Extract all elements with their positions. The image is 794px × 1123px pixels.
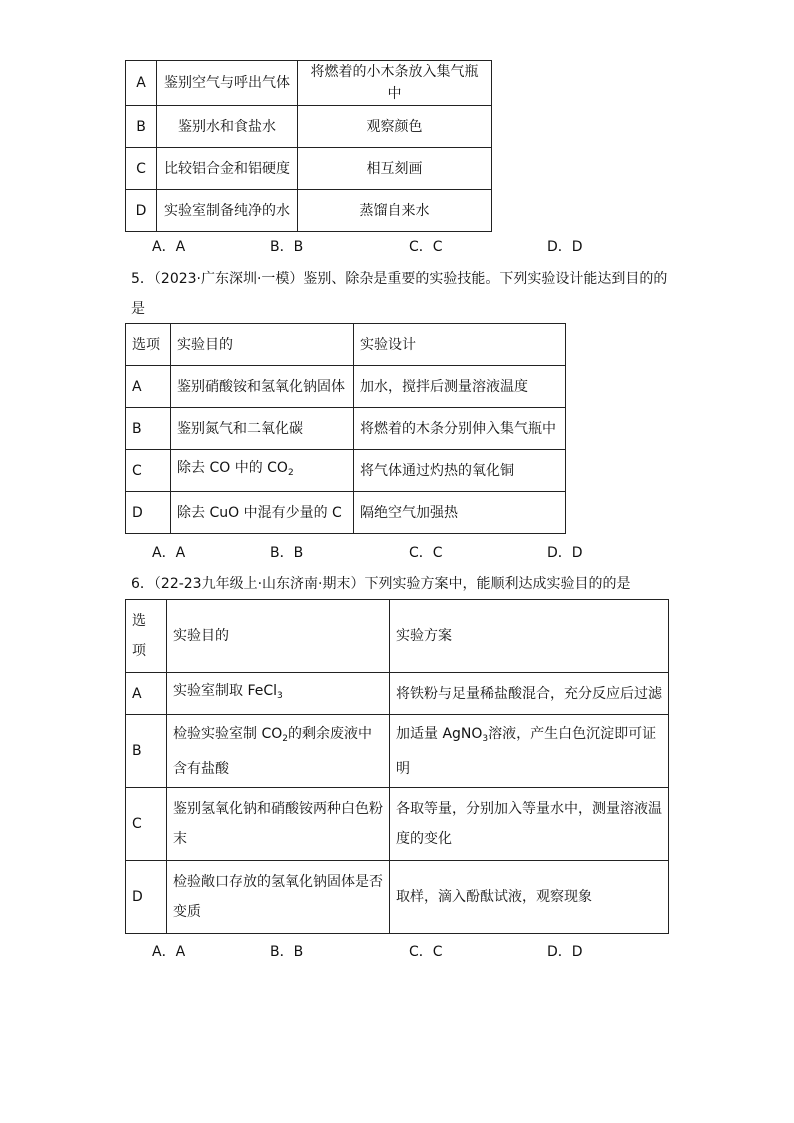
option-cell: B [126, 715, 167, 788]
subscript: 2 [287, 468, 294, 478]
design-text-post: 溶液，产生白色沉淀即可证明 [396, 725, 657, 777]
purpose-cell: 比较铝合金和铝硬度 [157, 148, 298, 190]
purpose-cell [171, 450, 354, 492]
q4-table [125, 60, 492, 232]
purpose-cell: 实验室制备纯净的水 [157, 190, 298, 232]
subscript: 3 [482, 733, 489, 744]
subscript: 2 [282, 733, 288, 744]
design-cell: 观察颜色 [298, 106, 492, 148]
option-cell: D [126, 861, 167, 934]
option-cell: D [126, 190, 157, 232]
option-cell: C [126, 148, 157, 190]
table-row [126, 673, 669, 715]
table-header-row [126, 600, 669, 673]
design-cell: 加水，搅拌后测量溶液温度 [354, 366, 566, 408]
design-cell: 取样，滴入酚酞试液，观察现象 [390, 861, 669, 934]
table-row [126, 715, 669, 788]
design-cell: 相互刻画 [298, 148, 492, 190]
purpose-cell: 鉴别氢氧化钠和硝酸铵两种白色粉末 [167, 788, 390, 861]
choice-c[interactable]: C．C [409, 944, 443, 960]
choice-a[interactable]: A．A [152, 239, 186, 255]
q5-stem-line1: 5．（2023·广东深圳·一模）鉴别、除杂是重要的实验技能。下列实验设计能达到目的的 [131, 271, 668, 287]
header-option: 选 项 [126, 600, 167, 673]
table-row [126, 106, 492, 148]
choice-d[interactable]: D．D [547, 545, 583, 561]
purpose-text: 实验室制取 FeCl [173, 683, 278, 699]
design-cell: 蒸馏自来水 [298, 190, 492, 232]
option-cell: D [126, 492, 171, 534]
design-cell: 将铁粉与足量稀盐酸混合，充分反应后过滤 [390, 673, 669, 715]
purpose-cell: 鉴别硝酸铵和氢氧化钠固体 [171, 366, 354, 408]
table-row [126, 190, 492, 232]
design-cell: 各取等量，分别加入等量水中，测量溶液温度的变化 [390, 788, 669, 861]
choice-d[interactable]: D．D [547, 239, 583, 255]
choice-d[interactable]: D．D [547, 944, 583, 960]
design-cell: 将气体通过灼热的氧化铜 [354, 450, 566, 492]
design-cell: 隔绝空气加强热 [354, 492, 566, 534]
design-cell: 将燃着的木条分别伸入集气瓶中 [354, 408, 566, 450]
subscript: 3 [277, 691, 283, 701]
purpose-text-post: 的剩余废液中含有盐酸 [173, 725, 372, 777]
choice-b[interactable]: B．B [270, 545, 304, 561]
option-cell: B [126, 408, 171, 450]
option-cell: C [126, 788, 167, 861]
option-cell: A [126, 366, 171, 408]
purpose-cell: 鉴别水和食盐水 [157, 106, 298, 148]
choice-a[interactable]: A．A [152, 944, 186, 960]
purpose-text: 除去 CO 中的 CO [177, 460, 288, 476]
purpose-text: 检验实验室制 CO [173, 725, 283, 742]
choice-b[interactable]: B．B [270, 239, 304, 255]
choice-c[interactable]: C．C [409, 545, 443, 561]
option-cell: B [126, 106, 157, 148]
choice-a[interactable]: A．A [152, 545, 186, 561]
design-cell [390, 715, 669, 788]
table-row [126, 408, 566, 450]
choice-b[interactable]: B．B [270, 944, 304, 960]
option-cell: A [126, 673, 167, 715]
table-row [126, 492, 566, 534]
table-row [126, 450, 566, 492]
q6-table [125, 599, 669, 934]
design-text: 加适量 AgNO [396, 725, 483, 742]
purpose-cell: 检验敞口存放的氢氧化钠固体是否变质 [167, 861, 390, 934]
header-option: 选项 [126, 324, 171, 366]
q5-stem-line2: 是 [131, 301, 145, 317]
table-header-row [126, 324, 566, 366]
table-row [126, 148, 492, 190]
header-purpose: 实验目的 [171, 324, 354, 366]
table-row [126, 61, 492, 106]
option-cell: A [126, 61, 157, 106]
q5-table [125, 323, 566, 534]
header-design: 实验设计 [354, 324, 566, 366]
table-row [126, 788, 669, 861]
table-row [126, 861, 669, 934]
purpose-cell [167, 715, 390, 788]
design-cell: 将燃着的小木条放入集气瓶中 [298, 61, 492, 106]
header-design: 实验方案 [390, 600, 669, 673]
option-cell: C [126, 450, 171, 492]
purpose-cell: 鉴别空气与呼出气体 [157, 61, 298, 106]
choice-c[interactable]: C．C [409, 239, 443, 255]
table-row [126, 366, 566, 408]
purpose-cell [167, 673, 390, 715]
header-purpose: 实验目的 [167, 600, 390, 673]
purpose-cell: 除去 CuO 中混有少量的 C [171, 492, 354, 534]
purpose-cell: 鉴别氮气和二氧化碳 [171, 408, 354, 450]
q6-stem-line1: 6．（22-23九年级上·山东济南·期末）下列实验方案中，能顺利达成实验目的的是 [131, 576, 631, 592]
